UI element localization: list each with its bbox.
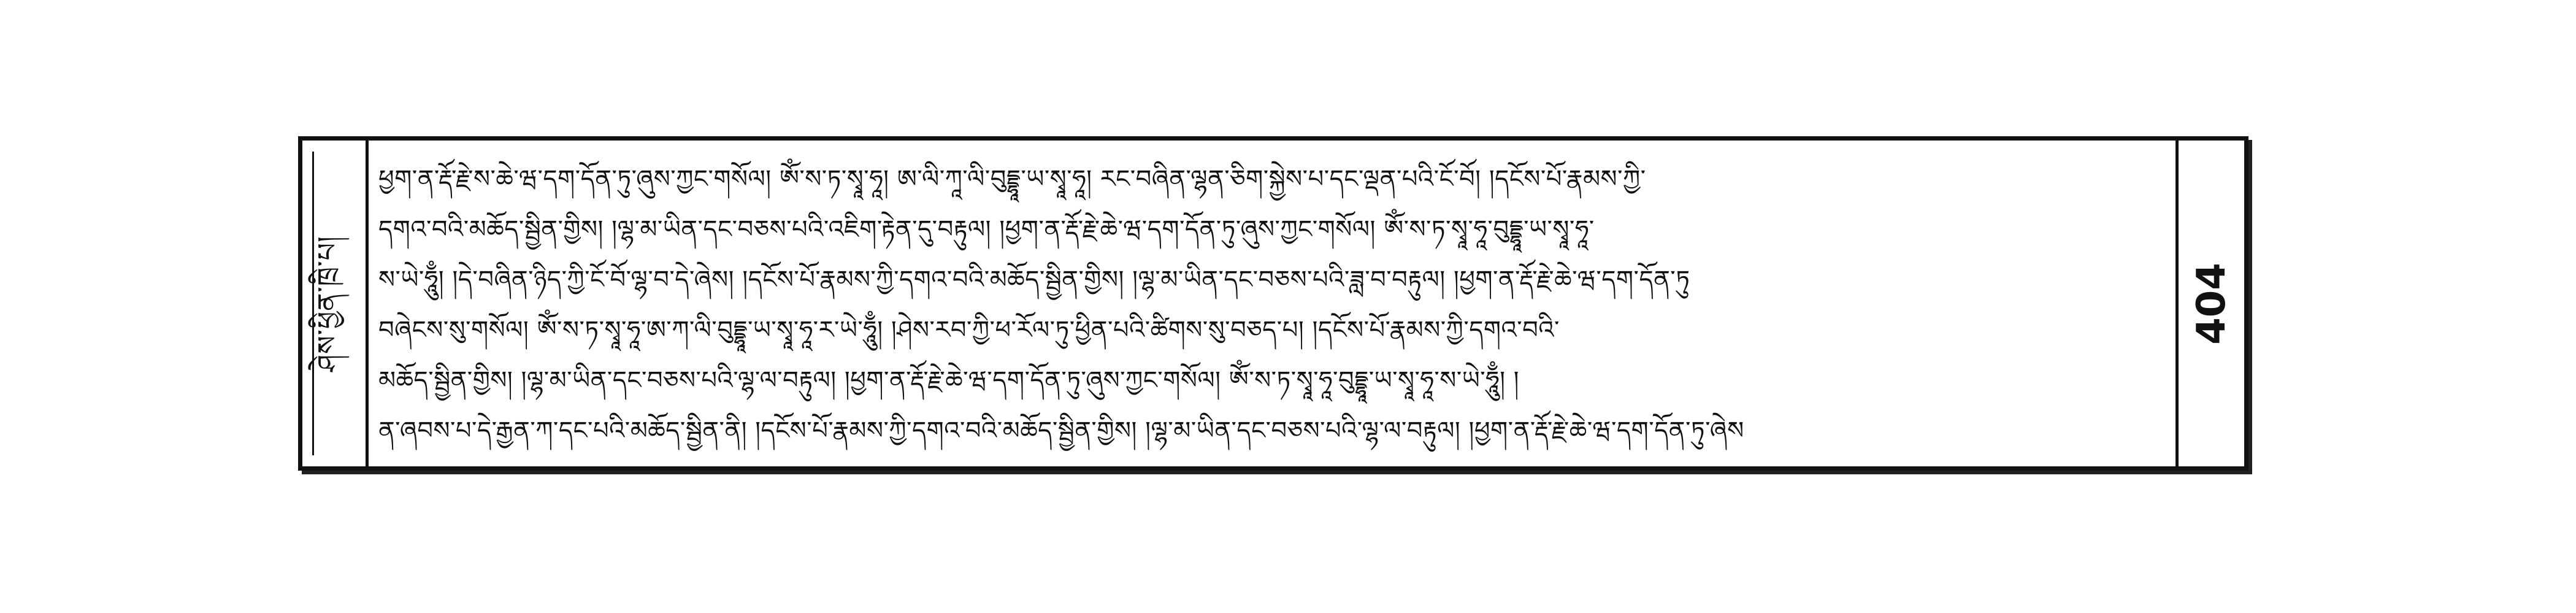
text-line-4: བཞེངས་སུ་གསོལ། ཨོཾ་ས་ཏ་སྭཱ་ཧཱ་ཨ་ཀ་ལི་བུདྡྷཱ་ཡ་སྭཱ་ཧཱ་ར་ཡེ་ཧཱུྃ། །ཤེས་རབ་ཀྱི་ཕ་རོལ་ཏུ་ཕྱིན་པའི་ཚིགས་སུ་བཅད་པ། །དངོས་པོ་རྣམས་ཀྱི་དགའ་བའི་ xyxy=(378,316,1560,344)
text-line-1: ཕྱག་ན་རྡོ་རྗེ་ས་ཆེ་ཝ་དག་དོན་ཏུ་ཞུས་ཀྱང་གསོལ། ཨོཾ་ས་ཏ་སྭཱ་ཧཱ། ཨ་ལི་ཀཱ་ལི་བུདྡྷཱ་ཡ་སྭཱ་ཧཱ། རང་བཞིན་ལྷན་ཅིག་སྐྱེས་པ་དང་ལྡན་པའི་ངོ་བོ། །དངོས་པོ་རྣམས་ཀྱི་ xyxy=(378,165,1646,193)
left-margin xyxy=(302,141,369,466)
text-line-3: ས་ཡེ་ཧཱུྃ། །དེ་བཞིན་ཉིད་ཀྱི་ངོ་བོ་ལྷ་བ་དེ་ཞེས། །དངོས་པོ་རྣམས་ཀྱི་དགའ་བའི་མཆོད་སྦྱིན་གྱིས། །ལྷ་མ་ཡིན་དང་བཅས་པའི་ཟླ་བ་བརྟུལ། །ཕྱག་ན་རྡོ་རྗེ་ཆེ་ཝ་དག་དོན་ཏུ xyxy=(378,266,1690,294)
right-margin xyxy=(2175,141,2244,466)
text-line-5: མཆོད་སྦྱིན་གྱིས། །ལྷ་མ་ཡིན་དང་བཅས་པའི་ལྷ་ལ་བརྟུལ། །ཕྱག་ན་རྡོ་རྗེ་ཆེ་ཝ་དག་དོན་ཏུ་ཞུས་ཀྱང་གསོལ། ཨོཾ་ས་ཏ་སྭཱ་ཧཱ་བུདྡྷཱ་ཡ་སྭཱ་ཧཱ་ས་ཡེ་ཧཱུྃ། ། xyxy=(378,366,1520,395)
body-text xyxy=(378,154,2168,453)
folio-number: 404 xyxy=(2188,262,2234,345)
margin-title: ཤེས་ཕྱིན་ཁྲི་པ། xyxy=(312,235,343,372)
text-line-2: དགའ་བའི་མཆོད་སྦྱིན་གྱིས། །ལྷ་མ་ཡིན་དང་བཅས་པའི་འཇིག་རྟེན་དུ་བརྟུལ། །ཕྱག་ན་རྡོ་རྗེ་ཆེ་ཝ་དག་དོན་ཏུ་ཞུས་ཀྱང་གསོལ། ཨོཾ་ས་ཏ་སྭཱ་ཧཱ་བུདྡྷཱ་ཡ་སྭཱ་ཧཱ་ xyxy=(378,215,1595,244)
text-frame xyxy=(298,136,2248,471)
text-line-6: ན་ཞབས་པ་དེ་རྒྱན་ཀ་དང་པའི་མཆོད་སྦྱིན་ནི། །དངོས་པོ་རྣམས་ཀྱི་དགའ་བའི་མཆོད་སྦྱིན་གྱིས། །ལྷ་མ་ཡིན་དང་བཅས་པའི་ལྷ་ལ་བརྟུལ། །ཕྱག་ན་རྡོ་རྗེ་ཆེ་ཝ་དག་དོན་ཏུ་ཞེས xyxy=(378,417,1744,445)
